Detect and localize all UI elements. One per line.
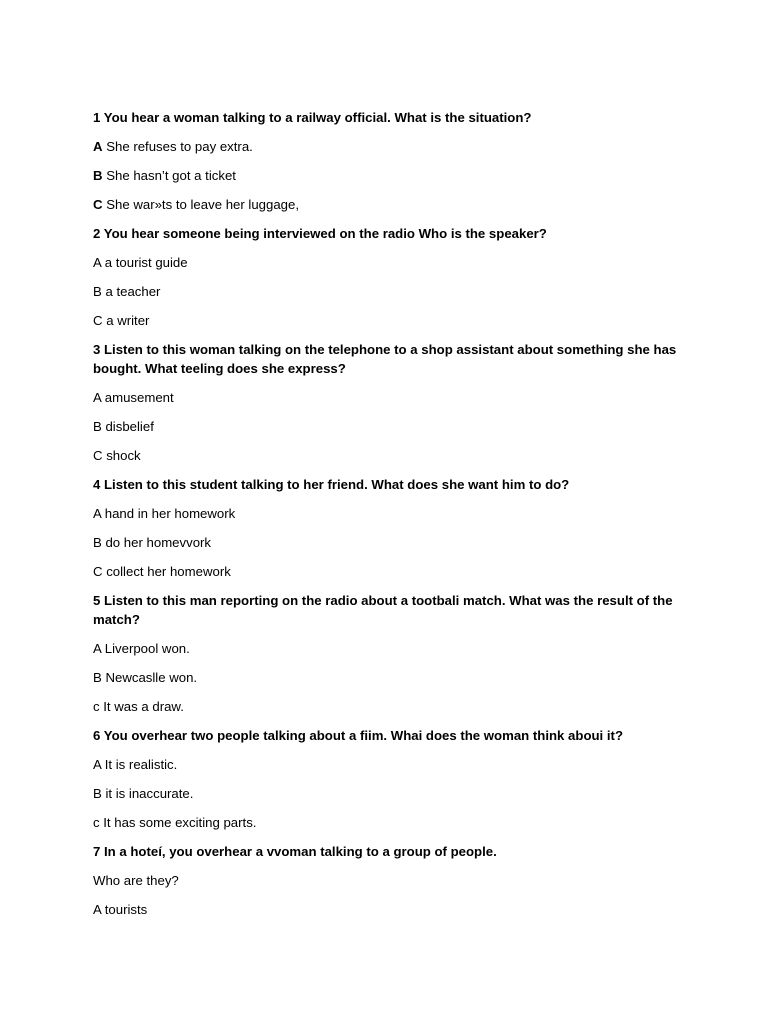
option-text: She war»ts to leave her luggage, [106,197,300,212]
answer-option [93,784,683,803]
option-text: do her homevvork [105,535,212,550]
option-text: shock [106,448,141,463]
answer-option [93,900,683,919]
option-letter: c [93,815,100,830]
answer-option [93,562,683,581]
option-text: amusement [104,390,174,405]
option-letter: B [93,535,102,550]
option-letter: C [93,564,103,579]
option-letter: B [93,419,102,434]
answer-option [93,639,683,658]
question-block-6 [93,726,683,832]
answer-option [93,755,683,774]
answer-option [93,417,683,436]
question-block-4 [93,475,683,581]
option-letter: C [93,448,103,463]
option-text: Liverpool won. [104,641,190,656]
option-letter: B [93,786,102,801]
question-block-7 [93,842,683,919]
document-page [93,108,683,929]
answer-option [93,282,683,301]
option-text: It is realistic. [104,757,178,772]
question-text: 5 Listen to this man reporting on the radio about a tootbali match. What was the result of the match? [93,593,673,627]
option-letter: A [93,506,102,521]
answer-option [93,195,683,214]
option-letter: A [93,390,102,405]
option-text: She refuses to pay extra. [106,139,253,154]
answer-option [93,446,683,465]
option-text: Newcaslle won. [105,670,198,685]
answer-option [93,253,683,272]
question-block-1 [93,108,683,214]
option-text: a tourist guide [104,255,188,270]
question-text: 6 You overhear two people talking about a fiim. Whai does the woman think aboui it? [93,728,623,743]
question-text: 7 In a hoteí, you overhear a vvoman talking to a group of people. [93,844,497,859]
question-text: 3 Listen to this woman talking on the telephone to a shop assistant about something she has bought. What teeling does she express? [93,342,677,376]
option-text: It was a draw. [103,699,184,714]
option-text: a writer [106,313,150,328]
option-letter: A [93,757,102,772]
option-text: disbelief [105,419,154,434]
question-block-5 [93,591,683,716]
option-letter: c [93,699,100,714]
option-text: She hasn’t got a ticket [106,168,236,183]
answer-option [93,166,683,185]
option-letter: C [93,313,103,328]
answer-option [93,697,683,716]
question-text: 2 You hear someone being interviewed on the radio Who is the speaker? [93,226,547,241]
option-text: tourists [104,902,148,917]
option-text: a teacher [105,284,161,299]
answer-option [93,668,683,687]
answer-option [93,137,683,156]
answer-option [93,533,683,552]
option-text: It has some exciting parts. [103,815,257,830]
question-text: 1 You hear a woman talking to a railway official. What is the situation? [93,110,532,125]
option-letter: B [93,670,102,685]
answer-option [93,813,683,832]
option-letter: B [93,168,103,183]
option-text: hand in her homework [104,506,236,521]
option-letter: A [93,641,102,656]
answer-option [93,504,683,523]
question-block-3 [93,340,683,465]
option-text: collect her homework [106,564,231,579]
answer-option [93,388,683,407]
question-text: 4 Listen to this student talking to her friend. What does she want him to do? [93,477,570,492]
option-text: it is inaccurate. [105,786,194,801]
option-letter: A [93,139,103,154]
option-letter: A [93,255,102,270]
option-letter: B [93,284,102,299]
option-letter: C [93,197,103,212]
option-letter: A [93,902,102,917]
question-subtext: Who are they? [93,873,179,888]
question-block-2 [93,224,683,330]
answer-option [93,311,683,330]
